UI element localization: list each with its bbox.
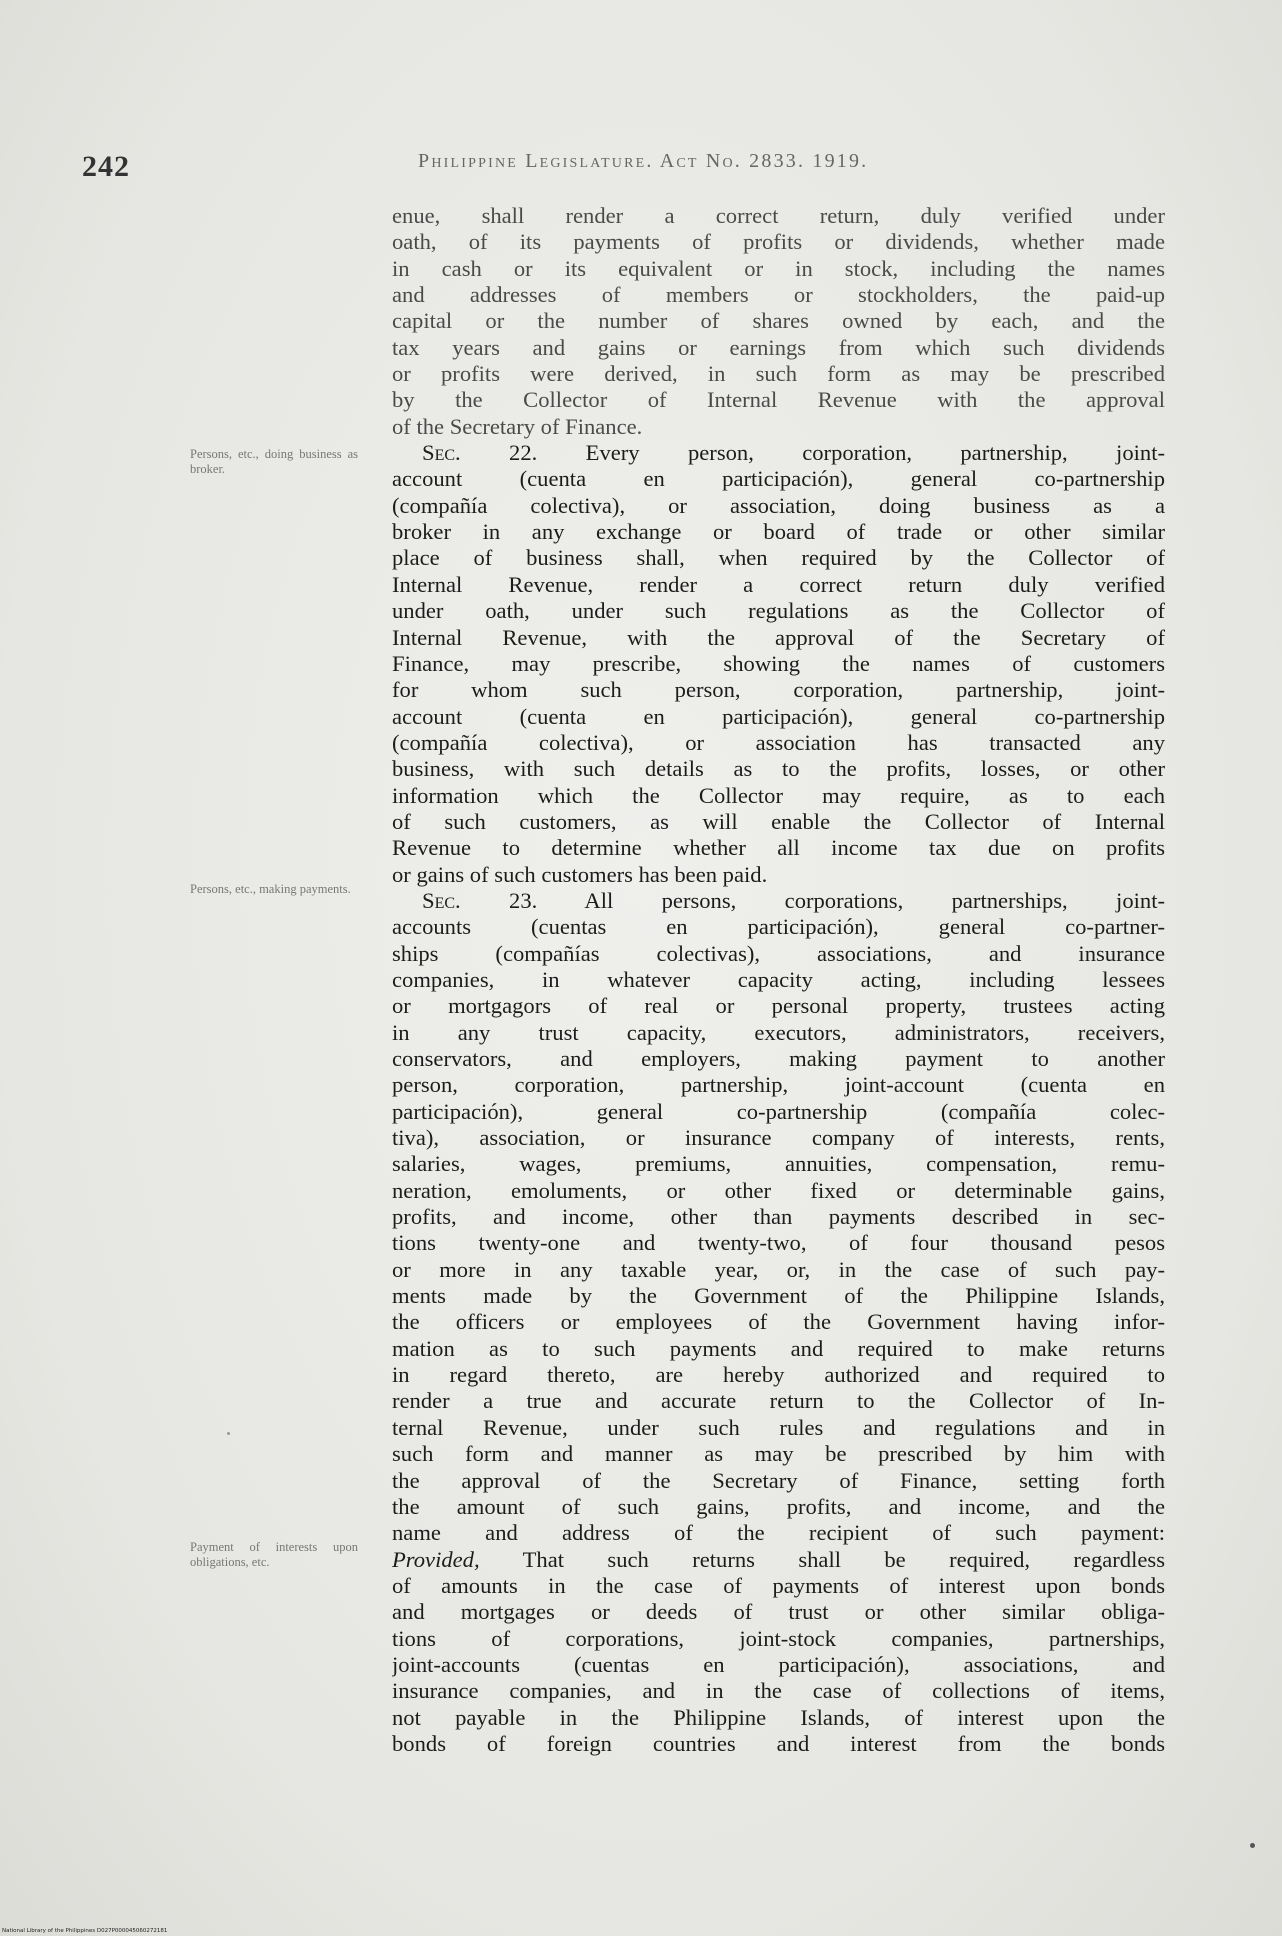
text-line: by the Collector of Internal Revenue with the approval (392, 387, 1165, 413)
text-line: such form and manner as may be prescribed by him with (392, 1441, 1165, 1467)
proviso-word: Provided, (392, 1546, 480, 1572)
text-line: accounts (cuentas en participación), general co-partner- (392, 914, 1165, 940)
text-line: tax years and gains or earnings from which such dividends (392, 334, 1165, 360)
text-line: the amount of such gains, profits, and income, and the (392, 1493, 1165, 1519)
text-line: enue, shall render a correct return, duly verified under (392, 203, 1165, 228)
text-line: mation as to such payments and required to make returns (392, 1335, 1165, 1361)
text-line: Internal Revenue, with the approval of the Secretary of (392, 624, 1165, 650)
text-line: ments made by the Government of the Philippine Islands, (392, 1283, 1165, 1309)
margin-note-interest: Payment of interests upon obligations, etc. (190, 1540, 358, 1569)
text-line: neration, emoluments, or other fixed or determinable gains, (392, 1177, 1165, 1203)
text-line: conservators, and employers, making payment to another (392, 1046, 1165, 1071)
text-line: in any trust capacity, executors, administrators, receivers, (392, 1019, 1165, 1045)
text-line: place of business shall, when required by the Collector of (392, 545, 1165, 571)
page-number: 242 (82, 150, 130, 183)
text-line: salaries, wages, premiums, annuities, compensation, remu- (392, 1151, 1165, 1177)
text-line: profits, and income, other than payments described in sec- (392, 1204, 1165, 1230)
section-23-heading-line: Sec. 23. All persons, corporations, partnerships, joint- (422, 887, 1165, 913)
text-line: Revenue to determine whether all income tax due on profits (392, 835, 1165, 861)
scan-footer: National Library of the Philippines D027P000045060272181 (2, 1928, 168, 1934)
text-line: person, corporation, partnership, joint-account (cuenta en (392, 1072, 1165, 1098)
body-text (392, 203, 1165, 1757)
text-line: the officers or employees of the Government having infor- (392, 1309, 1165, 1335)
text-line: or profits were derived, in such form as may be prescribed (392, 361, 1165, 387)
text-line: or mortgagors of real or personal property, trustees acting (392, 993, 1165, 1019)
text-line: of such customers, as will enable the Collector of Internal (392, 808, 1165, 834)
text-line: companies, in whatever capacity acting, including lessees (392, 966, 1165, 992)
margin-note-broker: Persons, etc., doing business as broker. (190, 447, 358, 476)
text-line: account (cuenta en participación), general co-partnership (392, 466, 1165, 492)
text-line: for whom such person, corporation, partnership, joint- (392, 677, 1165, 703)
text-line: ships (compañías colectivas), associations, and insurance (392, 940, 1165, 966)
text-line: under oath, under such regulations as the Collector of (392, 598, 1165, 624)
text-line: tiva), association, or insurance company of interests, rents, (392, 1125, 1165, 1151)
text-line: tions of corporations, joint-stock companies, partnerships, (392, 1625, 1165, 1651)
proviso-line: Provided, That such returns shall be required, regardless (392, 1546, 1165, 1572)
text-line: and addresses of members or stockholders, the paid-up (392, 282, 1165, 308)
text-line: account (cuenta en participación), general co-partnership (392, 703, 1165, 729)
text-line: render a true and accurate return to the Collector of In- (392, 1388, 1165, 1414)
text-line: joint-accounts (cuentas en participación), associations, and (392, 1651, 1165, 1677)
text-line: Finance, may prescribe, showing the names of customers (392, 650, 1165, 676)
margin-note-payments: Persons, etc., making payments. (190, 882, 351, 896)
text-line: information which the Collector may require, as to each (392, 782, 1165, 808)
text-line: and mortgages or deeds of trust or other similar obliga- (392, 1599, 1165, 1625)
text-line: participación), general co-partnership (compañía colec- (392, 1098, 1165, 1124)
text-line: in cash or its equivalent or in stock, including the names (392, 255, 1165, 281)
text-line: broker in any exchange or board of trade or other similar (392, 519, 1165, 545)
text-line: bonds of foreign countries and interest from the bonds (392, 1730, 1165, 1756)
running-head: Philippine Legislature. Act No. 2833. 1919. (418, 150, 869, 172)
text-line: tions twenty-one and twenty-two, of four thousand pesos (392, 1230, 1165, 1256)
text-line: of amounts in the case of payments of interest upon bonds (392, 1572, 1165, 1598)
text-line: name and address of the recipient of such payment: (392, 1520, 1165, 1546)
text-line: capital or the number of shares owned by each, and the (392, 308, 1165, 334)
scan-speck (227, 1432, 230, 1435)
text-line: insurance companies, and in the case of collections of items, (392, 1678, 1165, 1704)
text-line: or more in any taxable year, or, in the case of such pay- (392, 1256, 1165, 1282)
text-line: Internal Revenue, render a correct return duly verified (392, 571, 1165, 597)
text-line: not payable in the Philippine Islands, of interest upon the (392, 1704, 1165, 1730)
text-line: business, with such details as to the profits, losses, or other (392, 756, 1165, 782)
text-line: ternal Revenue, under such rules and regulations and in (392, 1414, 1165, 1440)
text-line: or gains of such customers has been paid. (392, 861, 768, 887)
text-line: in regard thereto, are hereby authorized and required to (392, 1362, 1165, 1388)
text-line: (compañía colectiva), or association, doing business as a (392, 492, 1165, 518)
scan-speck (1250, 1843, 1255, 1848)
section-marker: Sec. (422, 440, 461, 466)
text-line: the approval of the Secretary of Finance, setting forth (392, 1467, 1165, 1493)
text-line: oath, of its payments of profits or dividends, whether made (392, 229, 1165, 255)
text-line: of the Secretary of Finance. (392, 413, 643, 439)
text-line: (compañía colectiva), or association has transacted any (392, 729, 1165, 755)
section-22-heading-line: Sec. 22. Every person, corporation, partnership, joint- (422, 440, 1165, 466)
section-marker: Sec. (422, 887, 461, 913)
